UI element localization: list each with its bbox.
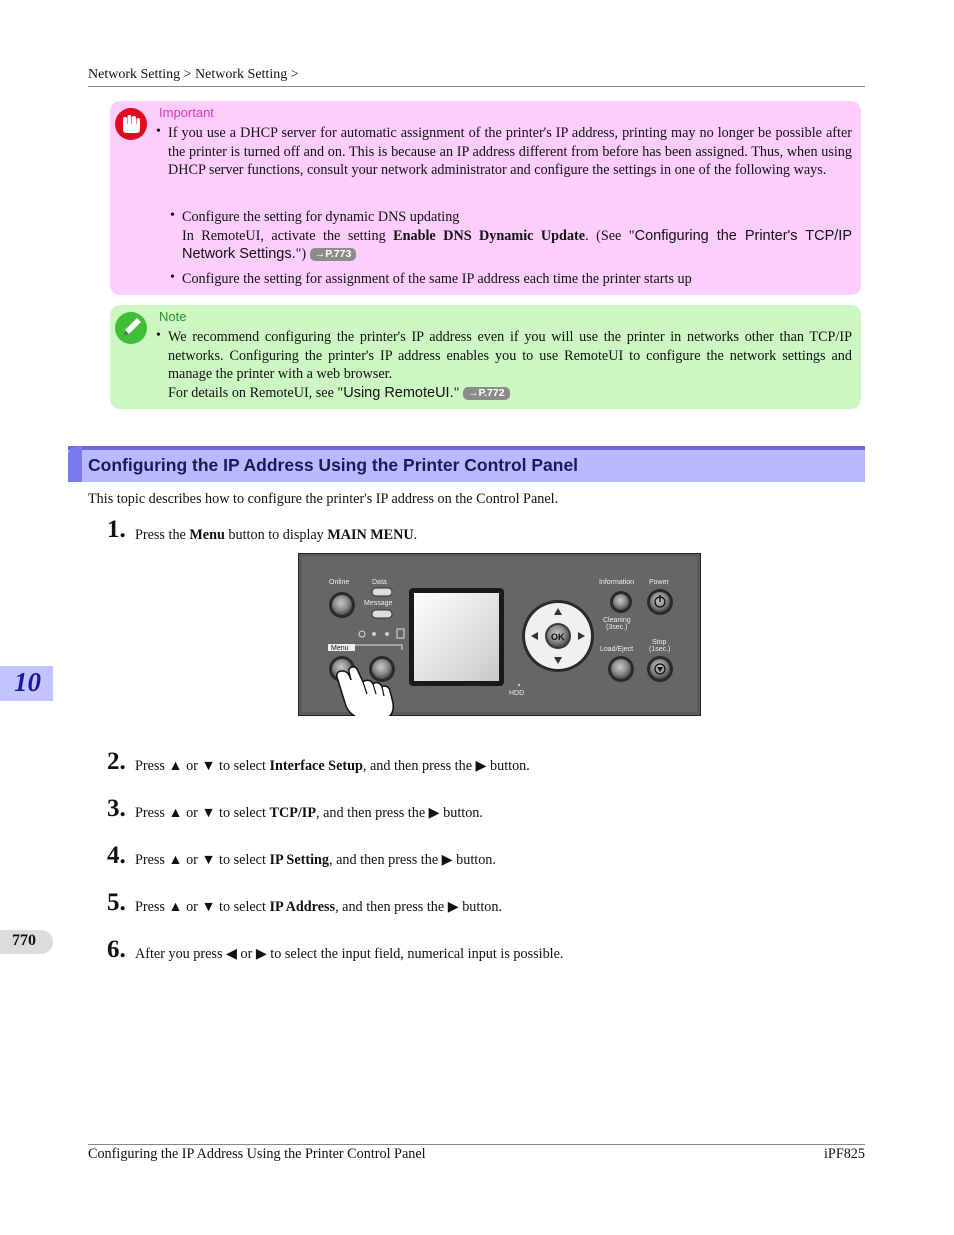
subitem-1-text-c: ")	[295, 246, 310, 263]
stop-button[interactable]	[647, 656, 673, 682]
display-screen	[409, 588, 504, 686]
subitem-1-text-a: In RemoteUI, activate the setting	[182, 227, 394, 244]
section-intro: This topic describes how to configure the printer's IP address on the Control Panel.	[88, 491, 559, 507]
back-button[interactable]	[369, 656, 395, 682]
svg-text:HDD: HDD	[509, 690, 525, 697]
important-subitem-1	[182, 208, 852, 264]
step-text: After you press ◀ or ▶ to select the input field, numerical input is possible.	[135, 946, 564, 962]
step-text: Press the Menu button to display MAIN MENU.	[135, 527, 418, 543]
page-number: 770	[12, 932, 36, 949]
step-text: Press ▲ or ▼ to select IP Setting, and then press the ▶ button.	[135, 852, 496, 868]
power-button[interactable]	[647, 589, 673, 615]
step-text: Press ▲ or ▼ to select TCP/IP, and then press the ▶ button.	[135, 805, 483, 821]
note-text: We recommend configuring the printer's IP address even if you will use the printer in networks other than TCP/IP networks. Configuring the printer's IP address enables you to use RemoteUI to configure the network settings and manage the printer with a web browser.	[168, 329, 852, 383]
breadcrumb: Network Setting > Network Setting >	[88, 67, 865, 87]
control-panel-illustration	[298, 553, 701, 716]
svg-text:OK: OK	[551, 632, 565, 642]
power-label: Power	[649, 579, 669, 586]
step-number: 1.	[107, 516, 126, 543]
cleaning-label: Cleaning	[603, 617, 631, 624]
stop-sub-label: (1sec.)	[649, 646, 671, 653]
page-ref-772[interactable]: →P.772	[463, 387, 510, 400]
online-label: Online	[329, 579, 350, 586]
subitem-1-text-b: . (See "	[585, 227, 635, 244]
step-number: 6.	[107, 936, 126, 963]
hand-stop-icon	[115, 108, 147, 140]
step-text: Press ▲ or ▼ to select IP Address, and then press the ▶ button.	[135, 899, 503, 915]
information-button[interactable]	[610, 591, 632, 613]
pencil-icon	[115, 312, 147, 344]
footer-title: Configuring the IP Address Using the Printer Control Panel	[88, 1146, 426, 1162]
using-remoteui-link[interactable]: Using RemoteUI.	[343, 384, 454, 401]
important-title: Important	[159, 105, 214, 120]
bullet-dot: •	[170, 208, 175, 223]
step-number: 4.	[107, 842, 126, 869]
footer-rule	[88, 1144, 865, 1145]
chapter-number: 10	[14, 667, 41, 697]
note-paragraph	[168, 328, 852, 402]
ok-button[interactable]	[551, 632, 565, 642]
section-heading: Configuring the IP Address Using the Printer Control Panel	[88, 455, 579, 475]
bullet-dot: •	[156, 328, 161, 343]
menu-label: Menu	[331, 645, 349, 652]
load-eject-button[interactable]	[608, 656, 634, 682]
data-label: Data	[372, 579, 387, 586]
note-details-b: "	[453, 384, 463, 401]
note-box	[110, 305, 861, 409]
cleaning-sub-label: (3sec.)	[606, 624, 628, 631]
step-number: 3.	[107, 795, 126, 822]
note-title: Note	[159, 309, 187, 324]
important-paragraph: If you use a DHCP server for automatic assignment of the printer's IP address, printing may no longer be possible after the printer is turned off and on. This is because an IP address different from before has been assigned. Thus, when using DHCP server functions, consult your network administrator and configure the settings in one of the following ways.	[168, 125, 852, 179]
section-heading-tab	[68, 446, 82, 482]
online-button[interactable]	[329, 592, 355, 618]
important-subitem-2: Configure the setting for assignment of the same IP address each time the printer starts up	[182, 271, 692, 287]
load-eject-label: Load/Eject	[600, 646, 634, 653]
step-text: Press ▲ or ▼ to select Interface Setup, and then press the ▶ button.	[135, 758, 530, 774]
important-box	[110, 101, 861, 295]
bullet-dot: •	[156, 124, 161, 139]
note-details-a: For details on RemoteUI, see "	[168, 384, 344, 401]
message-label: Message	[364, 600, 393, 607]
information-label: Information	[599, 579, 635, 586]
page-ref-773[interactable]: →P.773	[310, 248, 357, 261]
footer-model: iPF825	[823, 1146, 865, 1162]
stop-label: Stop	[652, 639, 667, 646]
tcpip-settings-link[interactable]: Configuring the Printer's TCP/IP Network Settings.	[182, 227, 852, 263]
subitem-1-bold: Enable DNS Dynamic Update	[393, 227, 586, 244]
bullet-dot: •	[170, 270, 175, 285]
step-number: 5.	[107, 889, 126, 916]
step-number: 2.	[107, 748, 126, 775]
subitem-1-title: Configure the setting for dynamic DNS updating	[182, 209, 460, 225]
